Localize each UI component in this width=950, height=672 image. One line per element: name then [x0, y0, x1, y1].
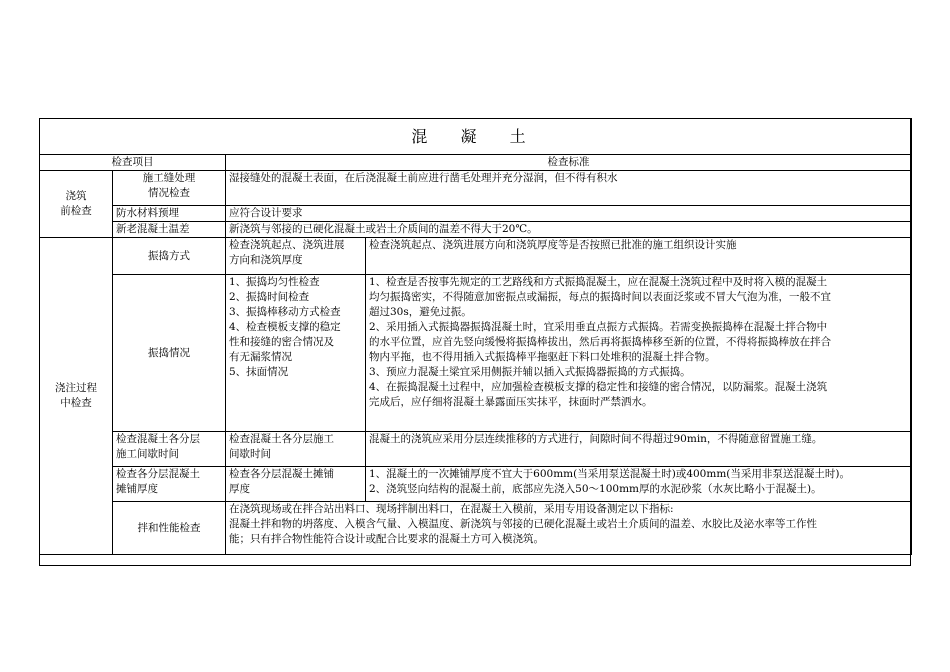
standard-vibration-method: 检查浇筑起点、浇筑进展方向和浇筑厚度等是否按照已批准的施工组织设计实施	[366, 238, 912, 275]
item-waterproof-embed: 防水材料预埋	[113, 206, 226, 222]
standard-line: 在浇筑现场或在拌合站出料口、现场拌制出料口，在混凝土入模前，采用专用设备测定以下指标:	[229, 503, 674, 515]
standard-layer-interval: 混凝土的浇筑应采用分层连续推移的方式进行，间隙时间不得超过90min，不得随意留置施工缝。	[366, 432, 912, 467]
header-row	[40, 155, 912, 171]
item-label-line: 施工间歇时间	[116, 448, 179, 460]
check-line: 1、振捣均匀性检查	[229, 276, 320, 288]
check-line: 性和接缝的密合情况及	[229, 336, 334, 348]
item-vibration-method: 振捣方式	[113, 238, 226, 275]
check-line: 方向和浇筑厚度	[229, 254, 303, 266]
check-line: 检查混凝土各分层施工	[229, 433, 334, 445]
check-line: 3、振捣棒移动方式检查	[229, 306, 341, 318]
item-workability: 拌和性能检查	[113, 502, 226, 555]
check-line: 5、抹面情况	[229, 366, 289, 378]
standard-line: 物内平拖，也不得用插入式振捣棒平拖驱赶下料口处堆积的混凝土拌合物。	[369, 351, 716, 363]
standard-vibration-status	[366, 275, 912, 432]
group-label-line: 浇筑	[65, 190, 87, 202]
check-line: 4、检查模板支撑的稳定	[229, 321, 341, 333]
check-line: 检查浇筑起点、浇筑进展	[229, 239, 345, 251]
item-layer-interval	[113, 432, 226, 467]
check-vibration-method	[226, 238, 366, 275]
check-line: 有无漏浆情况	[229, 351, 292, 363]
group-label-line: 中检查	[60, 397, 92, 409]
standard-line: 4、在振捣混凝土过程中，应加强检查模板支撑的稳定性和接缝的密合情况，以防漏浆。混凝土浇筑	[369, 381, 828, 393]
standard-line: 2、采用插入式振捣器振捣混凝土时，宜采用垂直点振方式振捣。若需变换振捣棒在混凝土拌合物中	[369, 321, 828, 333]
check-layer-thickness	[226, 467, 366, 502]
table-row	[40, 206, 912, 222]
standard-waterproof-embed: 应符合设计要求	[226, 206, 912, 222]
standard-line: 超过30s，避免过振。	[369, 306, 472, 318]
group-label-line: 前检查	[60, 205, 92, 217]
check-line: 2、振捣时间检查	[229, 291, 310, 303]
item-vibration-status: 振捣情况	[113, 275, 226, 432]
table-row	[40, 502, 912, 555]
check-line: 厚度	[229, 483, 250, 495]
title-row	[40, 119, 912, 155]
standard-line: 均匀振捣密实，不得随意加密振点或漏振，每点的振捣时间以表面泛浆或不冒大气泡为准，一般不宜	[369, 291, 831, 303]
check-vibration-status	[226, 275, 366, 432]
standard-line: 能；只有拌合物性能符合设计或配合比要求的混凝土方可入模浇筑。	[229, 533, 544, 545]
group-pre-pour	[40, 171, 113, 238]
standard-line: 的水平位置，应首先竖向缓慢将振捣棒拔出，然后再将振捣棒移至新的位置，不得将振捣棒放在拌合	[369, 336, 831, 348]
document-title: 混 凝 土	[40, 119, 912, 155]
item-label-line: 检查混凝土各分层	[116, 433, 200, 445]
group-during-pour	[40, 238, 113, 555]
header-inspection-item: 检查项目	[40, 155, 226, 171]
standard-line: 1、检查是否按事先规定的工艺路线和方式振捣混凝土，应在混凝土浇筑过程中及时将入模的混凝土	[369, 276, 828, 288]
table-row	[40, 432, 912, 467]
table-row	[40, 467, 912, 502]
standard-line: 1、混凝土的一次摊铺厚度不宜大于600mm(当采用泵送混凝土时)或400mm(当采用非泵送混凝土时)。	[369, 468, 850, 480]
inspection-table	[39, 118, 912, 555]
standard-construction-joint: 湿接缝处的混凝土表面，在后浇混凝土前应进行凿毛处理并充分湿润，但不得有积水	[226, 171, 912, 206]
item-label-line: 情况检查	[148, 187, 190, 199]
standard-line: 混凝土拌和物的坍落度、入模含气量、入模温度、新浇筑与邻接的已硬化混凝土或岩土介质间的温差、水胶比及泌水率等工作性	[229, 518, 817, 530]
standard-line: 完成后，应仔细将混凝土暴露面压实抹平，抹面时严禁洒水。	[369, 396, 653, 408]
check-layer-interval	[226, 432, 366, 467]
item-label-line: 摊铺厚度	[116, 483, 158, 495]
table-row	[40, 171, 912, 206]
standard-line: 2、浇筑竖向结构的混凝土前，底部应先浇入50～100mm厚的水泥砂浆（水灰比略小于混凝土)。	[369, 483, 822, 495]
item-temp-difference: 新老混凝土温差	[113, 222, 226, 238]
standard-temp-difference: 新浇筑与邻接的已硬化混凝土或岩土介质间的温差不得大于20℃。	[226, 222, 912, 238]
table-row	[40, 275, 912, 432]
standard-line: 3、预应力混凝土梁宜采用侧振并辅以插入式振捣器振捣的方式振捣。	[369, 366, 691, 378]
check-line: 检查各分层混凝土摊铺	[229, 468, 334, 480]
item-construction-joint	[113, 171, 226, 206]
standard-layer-thickness	[366, 467, 912, 502]
group-label-line: 浇注过程	[55, 382, 97, 394]
table-row	[40, 238, 912, 275]
table-row	[40, 222, 912, 238]
item-label-line: 检查各分层混凝土	[116, 468, 200, 480]
standard-workability	[226, 502, 912, 555]
item-label-line: 施工缝处理	[142, 172, 196, 184]
check-line: 间歇时间	[229, 448, 271, 460]
header-inspection-standard: 检查标准	[226, 155, 912, 171]
item-layer-thickness	[113, 467, 226, 502]
